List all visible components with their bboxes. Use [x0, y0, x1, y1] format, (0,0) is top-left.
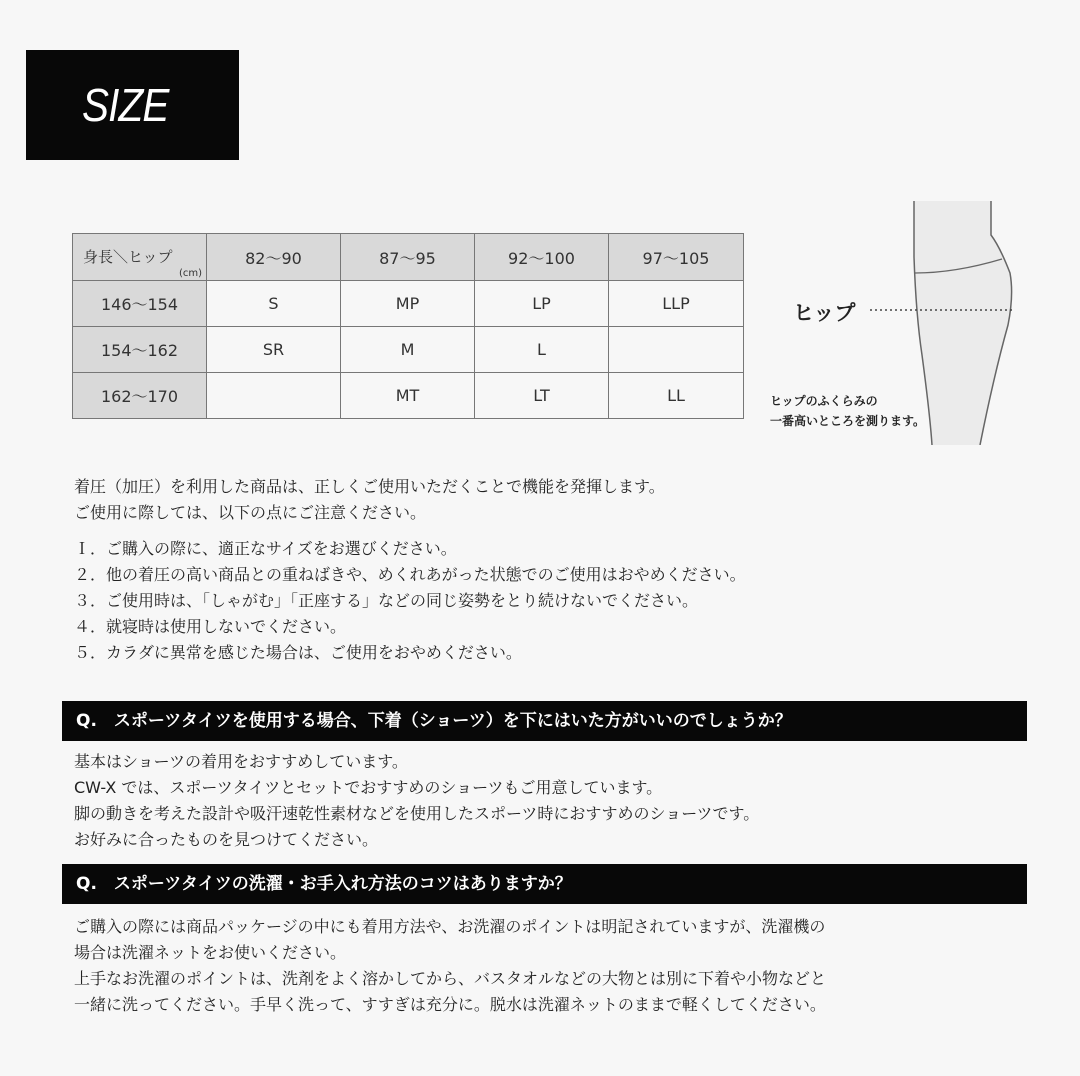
- size-title: SIZE: [82, 79, 169, 131]
- hip-measure-note: [770, 391, 925, 431]
- size-cell: MT: [341, 373, 475, 419]
- corner-label: 身長＼ヒップ: [83, 248, 173, 266]
- size-cell: M: [341, 327, 475, 373]
- faq-question: Q. スポーツタイツを使用する場合、下着（ショーツ）を下にはいた方がいいのでしょうか？: [76, 711, 792, 731]
- size-cell: MP: [341, 281, 475, 327]
- caution-item: ２．他の着圧の高い商品との重ねばきや、めくれあがった状態でのご使用はおやめください。: [74, 565, 746, 584]
- corner-unit: (cm): [178, 268, 202, 279]
- intro-paragraph: [74, 474, 665, 526]
- size-table: [72, 233, 744, 419]
- intro-line: ご使用に際しては、以下の点にご注意ください。: [74, 503, 427, 522]
- column-header: 87〜95: [341, 234, 475, 281]
- size-cell: LP: [475, 281, 609, 327]
- caution-item: ４．就寝時は使用しないでください。: [74, 617, 347, 636]
- faq-answer: [74, 749, 759, 853]
- column-header: 92〜100: [475, 234, 609, 281]
- size-cell: LL: [609, 373, 744, 419]
- answer-line: お好みに合ったものを見つけてください。: [74, 830, 379, 849]
- row-header: 154〜162: [73, 327, 207, 373]
- faq-question: Q. スポーツタイツの洗濯・お手入れ方法のコツはありますか？: [76, 874, 572, 894]
- hip-label: ヒップ: [793, 301, 856, 325]
- faq-question-bar: [62, 864, 1027, 904]
- size-table-header-row: [73, 234, 744, 281]
- size-cell: LLP: [609, 281, 744, 327]
- size-cell: [207, 373, 341, 419]
- faq-answer: [74, 914, 826, 1018]
- answer-line: 脚の動きを考えた設計や吸汗速乾性素材などを使用したスポーツ時におすすめのショーツです。: [74, 804, 760, 823]
- answer-line: 一緒に洗ってください。手早く洗って、すすぎは充分に。脱水は洗濯ネットのままで軽くしてください。: [74, 995, 826, 1014]
- faq-question-bar: [62, 701, 1027, 741]
- size-cell: LT: [475, 373, 609, 419]
- row-header: 162〜170: [73, 373, 207, 419]
- answer-line: CW-X では、スポーツタイツとセットでおすすめのショーツもご用意しています。: [74, 778, 663, 797]
- table-row: [73, 281, 744, 327]
- size-table-corner: [73, 234, 207, 281]
- row-header: 146〜154: [73, 281, 207, 327]
- table-row: [73, 373, 744, 419]
- size-cell: [609, 327, 744, 373]
- column-header: 82〜90: [207, 234, 341, 281]
- table-row: [73, 327, 744, 373]
- size-banner: [26, 50, 239, 160]
- caution-item: ５．カラダに異常を感じた場合は、ご使用をおやめください。: [74, 643, 522, 662]
- intro-line: 着圧（加圧）を利用した商品は、正しくご使用いただくことで機能を発揮します。: [74, 477, 665, 496]
- caution-list: [74, 536, 746, 666]
- answer-line: 場合は洗濯ネットをお使いください。: [74, 943, 347, 962]
- answer-line: 基本はショーツの着用をおすすめしています。: [74, 752, 408, 771]
- answer-line: 上手なお洗濯のポイントは、洗剤をよく溶かしてから、バスタオルなどの大物とは別に下着や小物などと: [74, 969, 827, 988]
- caution-item: Ｉ．ご購入の際に、適正なサイズをお選びください。: [74, 539, 457, 558]
- caution-item: ３．ご使用時は、「しゃがむ」「正座する」などの同じ姿勢をとり続けないでください。: [74, 591, 699, 610]
- size-cell: S: [207, 281, 341, 327]
- hip-note-line: 一番高いところを測ります。: [770, 414, 926, 428]
- column-header: 97〜105: [609, 234, 744, 281]
- hip-note-line: ヒップのふくらみの: [770, 394, 878, 408]
- size-cell: L: [475, 327, 609, 373]
- answer-line: ご購入の際には商品パッケージの中にも着用方法や、お洗濯のポイントは明記されていますが、洗濯機の: [74, 917, 826, 936]
- size-cell: SR: [207, 327, 341, 373]
